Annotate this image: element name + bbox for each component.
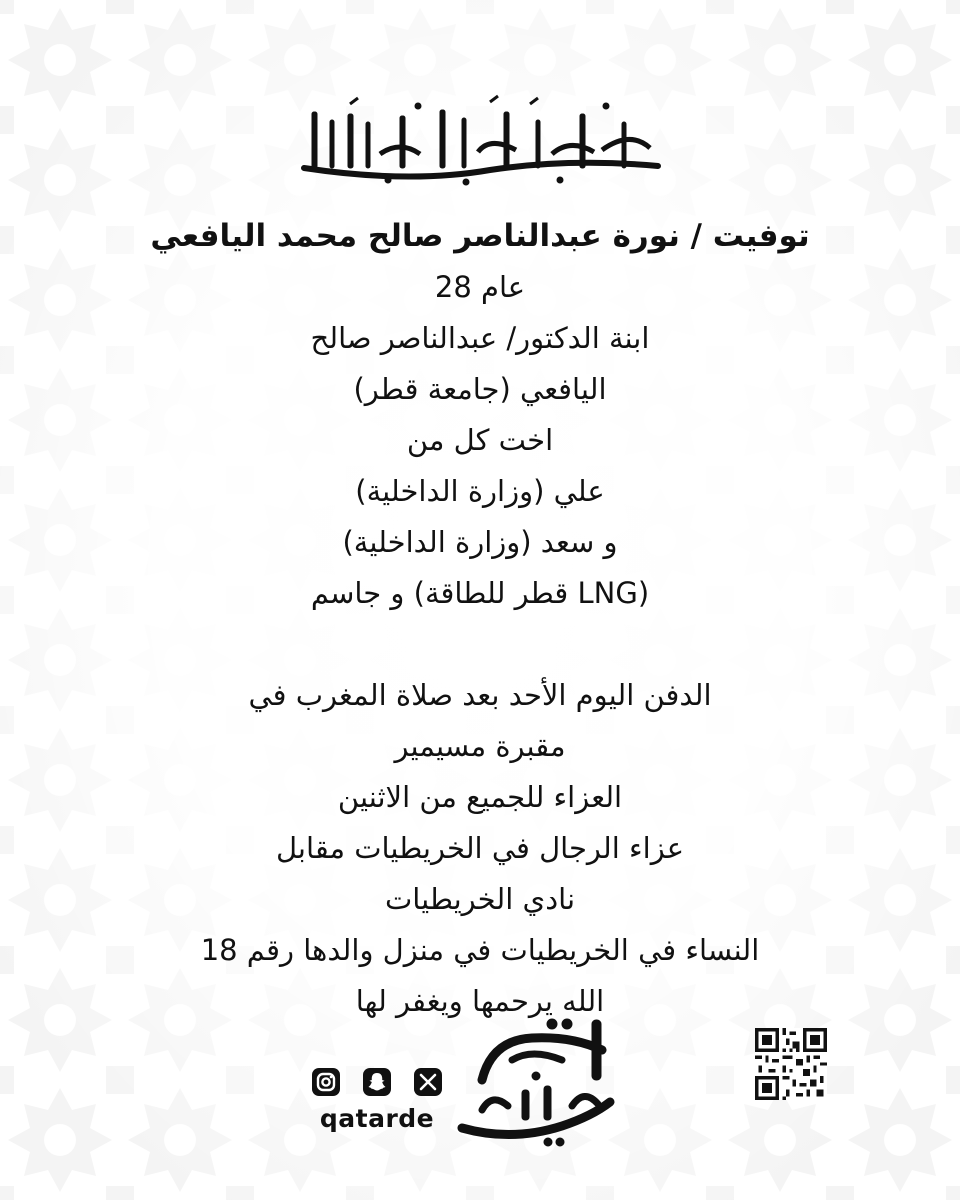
calligraphy-header [290, 92, 670, 188]
section-gap [90, 619, 870, 670]
notice-line: اخت كل من [406, 423, 554, 457]
instagram-icon[interactable] [312, 1068, 340, 1096]
obituary-notice [90, 210, 870, 1027]
notice-line: (LNG قطر للطاقة) و جاسم [310, 576, 650, 610]
notice-line: ابنة الدكتور/ عبدالناصر صالح [310, 321, 650, 355]
notice-line: و سعد (وزارة الداخلية) [342, 525, 618, 559]
social-icons [312, 1068, 442, 1100]
social-handle[interactable]: qatarde [319, 1104, 435, 1133]
funeral-line: الدفن اليوم الأحد بعد صلاة المغرب في [248, 678, 712, 712]
footer [0, 1010, 960, 1160]
notice-line: علي (وزارة الداخلية) [355, 474, 605, 508]
brand-logo [452, 1010, 622, 1155]
funeral-line: العزاء للجميع من الاثنين [337, 780, 623, 814]
x-icon[interactable] [414, 1068, 442, 1096]
funeral-line: نادي الخريطيات [384, 882, 576, 916]
notice-line: عام 28 [434, 270, 526, 304]
funeral-line: عزاء الرجال في الخريطيات مقابل [275, 831, 685, 865]
notice-line: اليافعي (جامعة قطر) [353, 372, 607, 406]
snapchat-icon[interactable] [363, 1068, 391, 1096]
qr-code[interactable] [755, 1028, 827, 1100]
funeral-line: مقبرة مسيمير [394, 729, 566, 763]
notice-title: توفيت / نورة عبدالناصر صالح محمد اليافعي [150, 218, 810, 254]
funeral-line: النساء في الخريطيات في منزل والدها رقم 18 [200, 933, 760, 967]
funeral-line: الله يرحمها ويغفر لها [355, 984, 605, 1018]
